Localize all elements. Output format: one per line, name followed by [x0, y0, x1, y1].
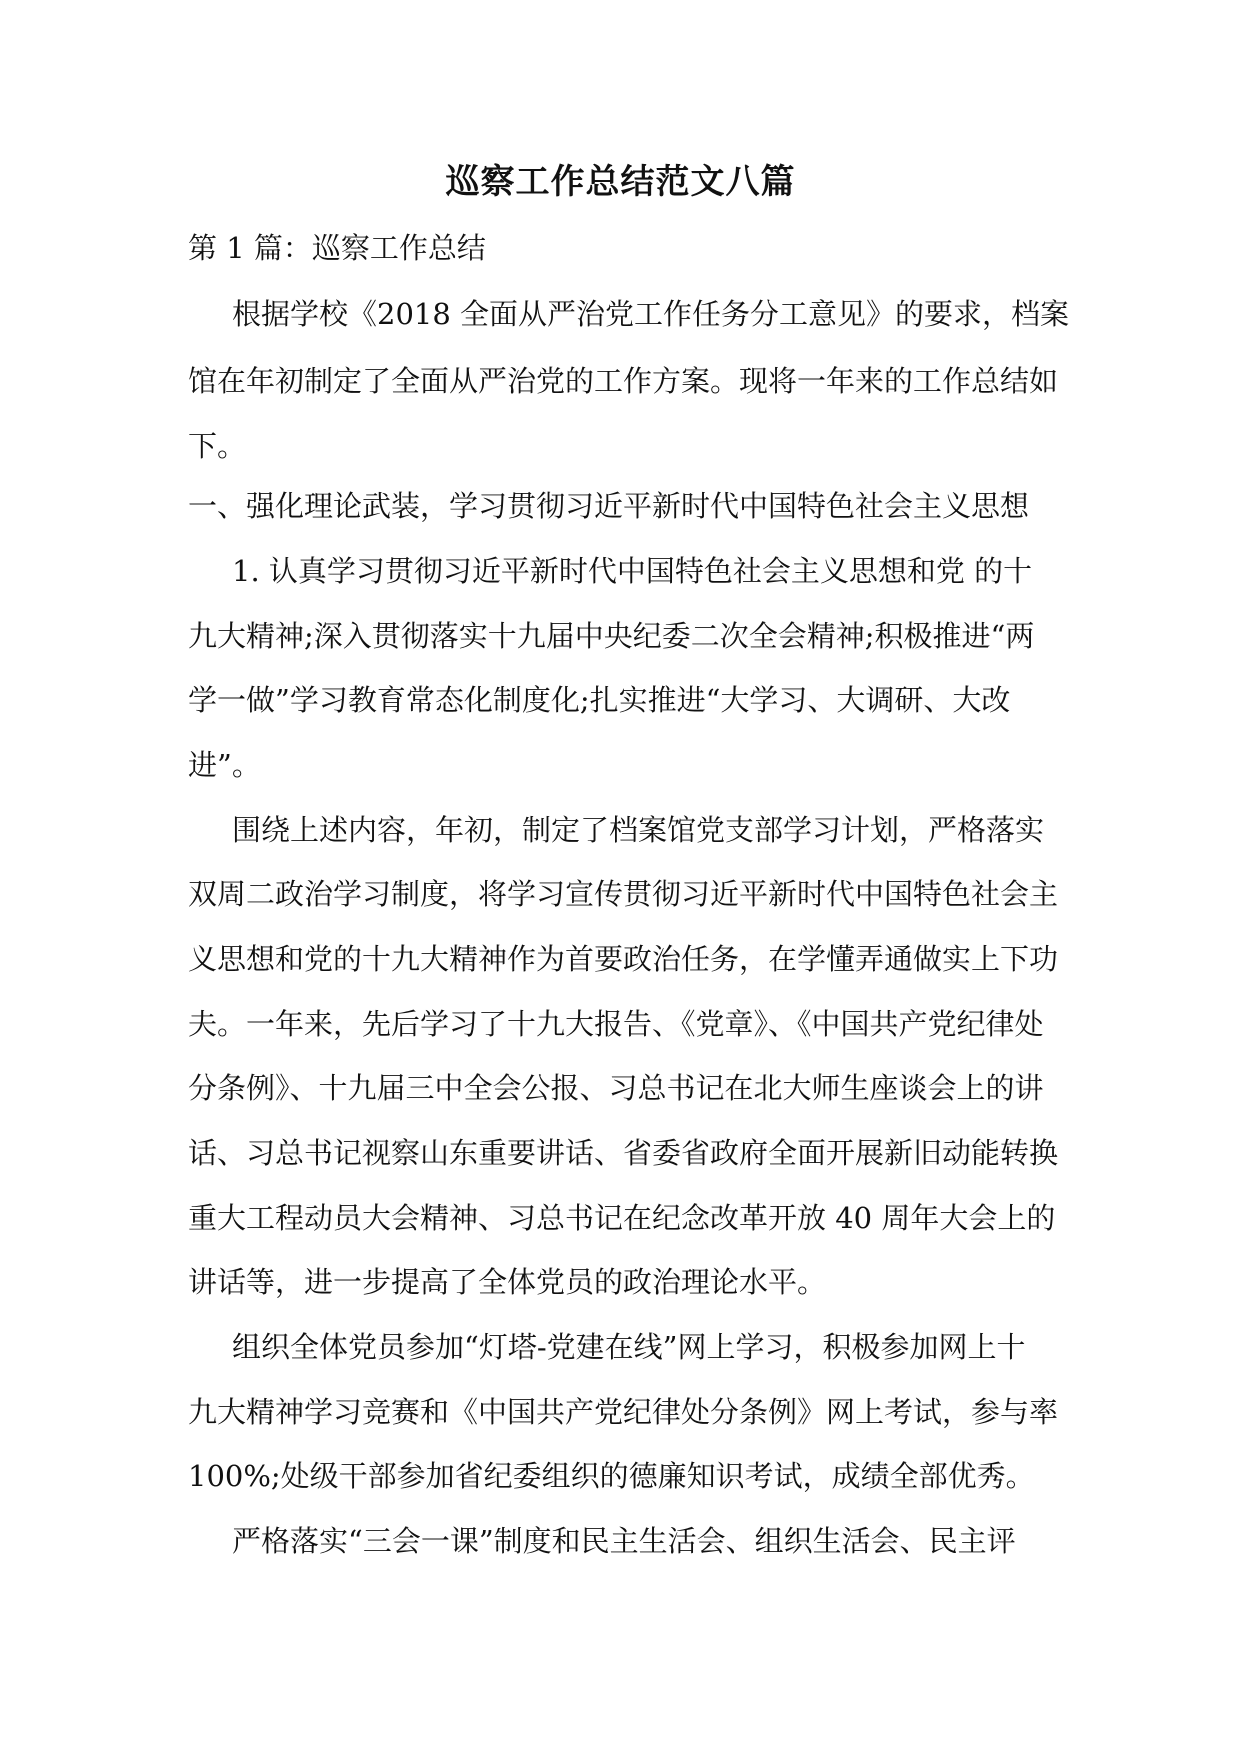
paragraph-line: 下。 — [188, 429, 247, 463]
paragraph-line: 组织全体党员参加“灯塔-党建在线”网上学习，积极参加网上十 — [232, 1330, 1026, 1364]
paragraph-line: 围绕上述内容，年初，制定了档案馆党支部学习计划，严格落实 — [232, 813, 1045, 847]
paragraph-line: 学一做”学习教育常态化制度化;扎实推进“大学习、大调研、大改 — [188, 683, 1011, 717]
paragraph-line: 讲话等，进一步提高了全体党员的政治理论水平。 — [188, 1265, 827, 1299]
paragraph-line: 1. 认真学习贯彻习近平新时代中国特色社会主义思想和党 的十 — [232, 554, 1033, 588]
section-heading: 一、强化理论武装，学习贯彻习近平新时代中国特色社会主义思想 — [188, 489, 1030, 523]
document-title: 巡察工作总结范文八篇 — [445, 162, 796, 202]
paragraph-line: 严格落实“三会一课”制度和民主生活会、组织生活会、民主评 — [232, 1524, 1016, 1558]
paragraph-line: 夫。一年来，先后学习了十九大报告、《党章》、《中国共产党纪律处 — [188, 1007, 1044, 1041]
paragraph-line: 话、习总书记视察山东重要讲话、省委省政府全面开展新旧动能转换 — [188, 1136, 1059, 1170]
paragraph-line: 根据学校《2018 全面从严治党工作任务分工意见》的要求，档案 — [232, 297, 1070, 331]
paragraph-line: 九大精神学习竞赛和《中国共产党纪律处分条例》网上考试，参与率 — [188, 1395, 1059, 1429]
paragraph-line: 双周二政治学习制度，将学习宣传贯彻习近平新时代中国特色社会主 — [188, 877, 1059, 911]
paragraph-line: 义思想和党的十九大精神作为首要政治任务，在学懂弄通做实上下功 — [188, 942, 1059, 976]
paragraph-line: 进”。 — [188, 748, 261, 782]
paragraph-line: 馆在年初制定了全面从严治党的工作方案。现将一年来的工作总结如 — [188, 364, 1059, 398]
paragraph-line: 100%;处级干部参加省纪委组织的德廉知识考试，成绩全部优秀。 — [188, 1459, 1035, 1493]
paragraph-line: 分条例》、十九届三中全会公报、习总书记在北大师生座谈会上的讲 — [188, 1071, 1044, 1105]
article-heading: 第 1 篇：巡察工作总结 — [188, 231, 486, 265]
paragraph-line: 九大精神;深入贯彻落实十九届中央纪委二次全会精神;积极推进“两 — [188, 619, 1035, 653]
paragraph-line: 重大工程动员大会精神、习总书记在纪念改革开放 40 周年大会上的 — [188, 1201, 1056, 1235]
